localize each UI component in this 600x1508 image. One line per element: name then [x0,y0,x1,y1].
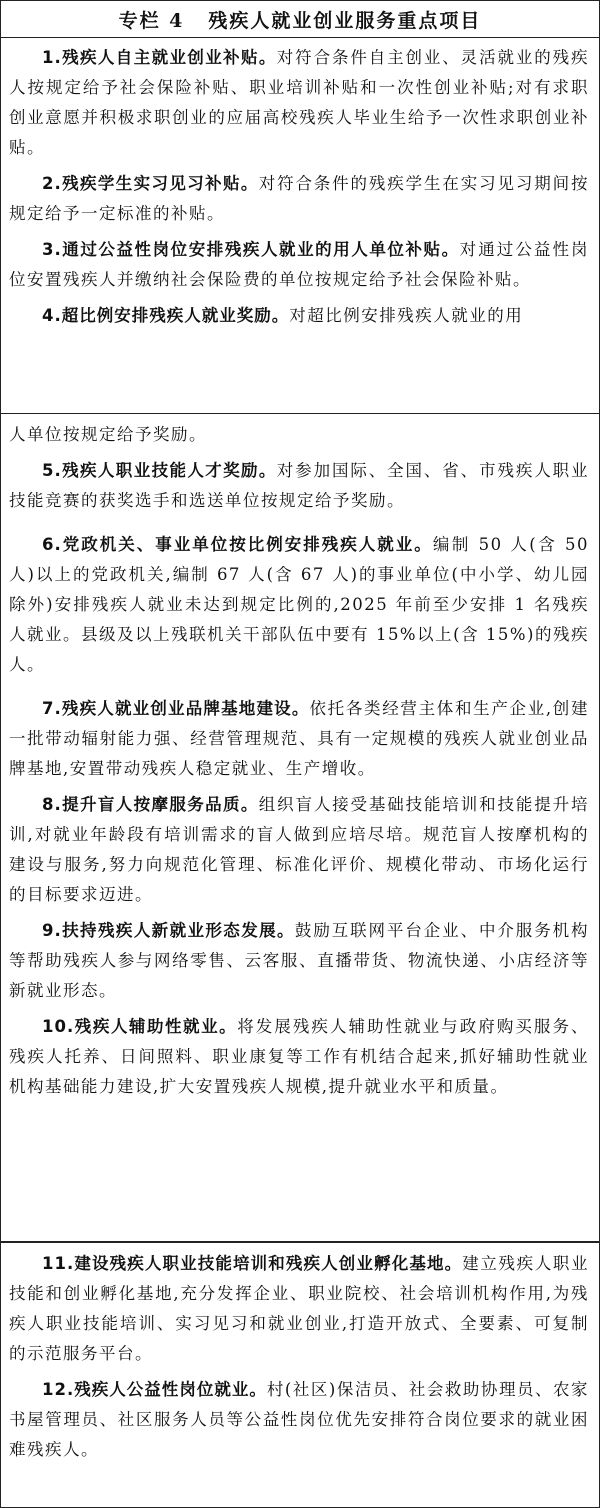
list-item: 11.建设残疾人职业技能培训和残疾人创业孵化基地。建立残疾人职业技能和创业孵化基地,充分发挥企业、职业院校、社会培训机构作用,为残疾人职业技能培训、实习见习和就业创业,打造开放式、全要素、可复制的示范服务平台。 [9,1254,589,1363]
list-item: 7.残疾人就业创业品牌基地建设。依托各类经营主体和生产企业,创建一批带动辐射能力强、经营管理规范、具有一定规模的残疾人就业创业品牌基地,安置带动残疾人稳定就业、生产增收。 [9,699,589,778]
content-block-2 [1,413,599,1241]
list-item: 10.残疾人辅助性就业。将发展残疾人辅助性就业与政府购买服务、残疾人托养、日间照料、职业康复等工作有机结合起来,抓好辅助性就业机构基础能力建设,扩大安置残疾人规模,提升就业水平和质量。 [9,1017,590,1096]
list-item: 5.残疾人职业技能人才奖励。对参加国际、全国、省、市残疾人职业技能竞赛的获奖选手和选送单位按规定给予奖励。 [9,461,590,510]
list-item: 4.超比例安排残疾人就业奖励。对超比例安排残疾人就业的用 [42,306,524,325]
table-header [1,1,599,38]
list-item: 9.扶持残疾人新就业形态发展。鼓励互联网平台企业、中介服务机构等帮助残疾人参与网络零售、云客服、直播带货、物流快递、小店经济等新就业形态。 [9,921,589,1000]
content-block-3 [1,1241,599,1507]
list-item: 8.提升盲人按摩服务品质。组织盲人接受基础技能培训和技能提升培训,对就业年龄段有培训需求的盲人做到应培尽培。规范盲人按摩机构的建设与服务,努力向规范化管理、标准化评价、规模化带动、市场化运行的目标要求迈进。 [9,795,590,904]
column-label: 专栏 4 [118,9,185,32]
list-item-continued: 人单位按规定给予奖励。 [9,425,207,444]
list-item: 3.通过公益性岗位安排残疾人就业的用人单位补贴。对通过公益性岗位安置残疾人并缴纳社会保险费的单位按规定给予社会保险补贴。 [9,240,590,289]
content-block-1 [1,37,599,413]
list-item: 1.残疾人自主就业创业补贴。对符合条件自主创业、灵活就业的残疾人按规定给予社会保险补贴、职业培训补贴和一次性创业补贴;对有求职创业意愿并积极求职创业的应届高校残疾人毕业生给予一次性求职创业补贴。 [9,48,590,157]
list-item: 6.党政机关、事业单位按比例安排残疾人就业。编制 50 人(含 50 人)以上的党政机关,编制 67 人(含 67 人)的事业单位(中小学、幼儿园除外)安排残疾人就业未达到规定比例的,2025 年前至少安排 1 名残疾人就业。县级及以上残联机关干部队伍中要有 15%以上(含 15%)的残疾人。 [9,535,589,674]
list-item: 2.残疾学生实习见习补贴。对符合条件的残疾学生在实习见习期间按规定给予一定标准的补贴。 [9,174,590,223]
page-title: 残疾人就业创业服务重点项目 [208,9,482,32]
list-item: 12.残疾人公益性岗位就业。村(社区)保洁员、社会救助协理员、农家书屋管理员、社区服务人员等公益性岗位优先安排符合岗位要求的就业困难残疾人。 [9,1380,589,1459]
